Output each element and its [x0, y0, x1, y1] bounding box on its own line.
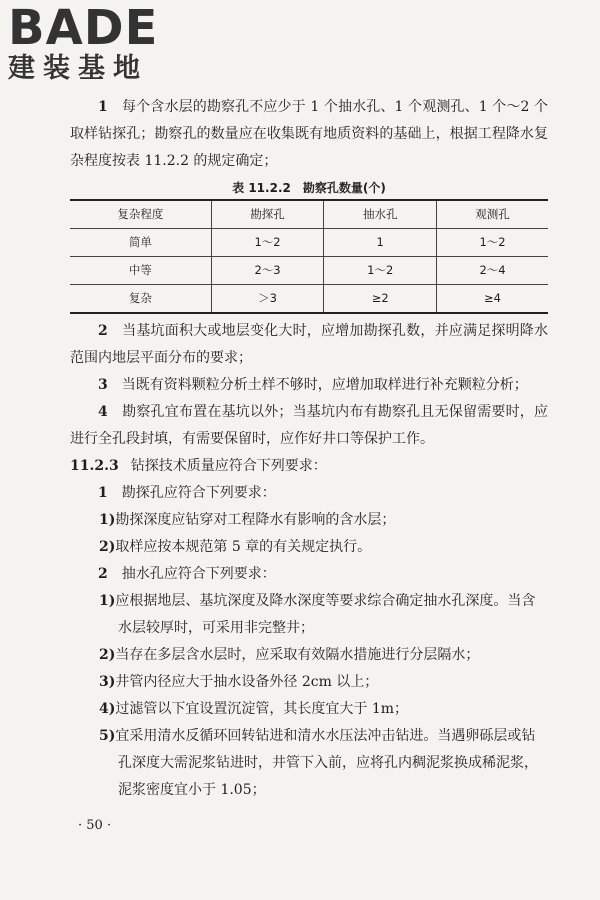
table-header-cell: 勘探孔: [211, 200, 324, 229]
clause-item-3: [70, 372, 548, 399]
section-title: 钻探技术质量应符合下列要求：: [130, 458, 327, 474]
list-item-text: 当存在多层含水层时，应采取有效隔水措施进行分层隔水；: [115, 647, 480, 663]
group-heading-1: [70, 480, 548, 507]
table-row: [70, 285, 548, 314]
group-heading-2: [70, 561, 548, 588]
list-item-text: 井管内径应大于抽水设备外径 2cm 以上；: [115, 674, 379, 690]
borehole-count-table: [70, 199, 548, 314]
list-item-text: 勘探深度应钻穿对工程降水有影响的含水层；: [115, 512, 396, 528]
section-number: 11.2.3: [70, 458, 119, 474]
list-item-text: 宜采用清水反循环回转钻进和清水水压法冲击钻进。当遇卵砾层或钻孔深度大需泥浆钻进时，井管下入前，应将孔内稠泥浆换成稀泥浆，泥浆密度宜小于 1.05；: [115, 728, 538, 798]
group-title: 勘探孔应符合下列要求：: [121, 485, 276, 501]
table-cell: ≥4: [437, 285, 548, 314]
list-item-number: 4): [99, 701, 116, 717]
table-header-cell: 复杂程度: [70, 200, 211, 229]
document-body: [70, 94, 548, 804]
clause-item-4: [70, 399, 548, 453]
table-row: [70, 257, 548, 285]
clause-item-1: [70, 94, 548, 175]
section-heading-11-2-3: [70, 453, 548, 480]
list-item: [70, 588, 548, 642]
table-row: [70, 229, 548, 257]
list-item: [70, 669, 548, 696]
clause-number: 2: [98, 323, 108, 339]
table-cell: 1～2: [324, 257, 437, 285]
table-cell: 复杂: [70, 285, 211, 314]
table-cell: ＞3: [211, 285, 324, 314]
list-item-text: 应根据地层、基坑深度及降水深度等要求综合确定抽水孔深度。当含水层较厚时，可采用非完整井；: [115, 593, 536, 636]
group-title: 抽水孔应符合下列要求：: [121, 566, 276, 582]
table-cell: 中等: [70, 257, 211, 285]
table-cell: 2～3: [211, 257, 324, 285]
list-item: [70, 534, 548, 561]
clause-item-2: [70, 318, 548, 372]
clause-number: 1: [98, 99, 108, 115]
table-cell: 2～4: [437, 257, 548, 285]
list-item: [70, 723, 548, 804]
table-cell: 1～2: [211, 229, 324, 257]
list-item-number: 2): [99, 647, 116, 663]
table-header-cell: 观测孔: [437, 200, 548, 229]
group-number: 2: [98, 566, 108, 582]
table-cell: 1～2: [437, 229, 548, 257]
list-item-number: 1): [99, 593, 116, 609]
table-cell: 简单: [70, 229, 211, 257]
table-header-row: [70, 200, 548, 229]
list-item: [70, 696, 548, 723]
clause-text: 当基坑面积大或地层变化大时，应增加勘探孔数，并应满足探明降水范围内地层平面分布的要求；: [70, 323, 549, 366]
bade-logo: [8, 0, 180, 84]
table-cell: ≥2: [324, 285, 437, 314]
table-cell: 1: [324, 229, 437, 257]
clause-number: 3: [98, 377, 108, 393]
clause-text: 每个含水层的勘察孔不应少于 1 个抽水孔、1 个观测孔、1 个～2 个取样钻探孔；勘察孔的数量应在收集既有地质资料的基础上，根据工程降水复杂程度按表 11.2.2 的规定确定；: [70, 99, 548, 169]
group-number: 1: [98, 485, 108, 501]
logo-main-text: BADE: [8, 0, 159, 56]
table-caption: 表 11.2.2 勘察孔数量(个): [232, 181, 386, 195]
table-header-cell: 抽水孔: [324, 200, 437, 229]
logo-sub-text: 建装基地: [8, 53, 148, 84]
clause-text: 勘察孔宜布置在基坑以外；当基坑内布有勘察孔且无保留需要时，应进行全孔段封填，有需要保留时，应作好井口等保护工作。: [70, 404, 549, 447]
clause-number: 4: [98, 404, 108, 420]
list-item-text: 取样应按本规范第 5 章的有关规定执行。: [115, 539, 372, 555]
page-number: · 50 ·: [78, 818, 112, 833]
list-item-text: 过滤管以下宜设置沉淀管，其长度宜大于 1m；: [115, 701, 409, 717]
list-item-number: 3): [99, 674, 116, 690]
list-item-number: 5): [99, 728, 116, 744]
list-item-number: 2): [99, 539, 116, 555]
list-item: [70, 507, 548, 534]
list-item: [70, 642, 548, 669]
list-item-number: 1): [99, 512, 116, 528]
clause-text: 当既有资料颗粒分析土样不够时，应增加取样进行补充颗粒分析；: [121, 377, 528, 393]
